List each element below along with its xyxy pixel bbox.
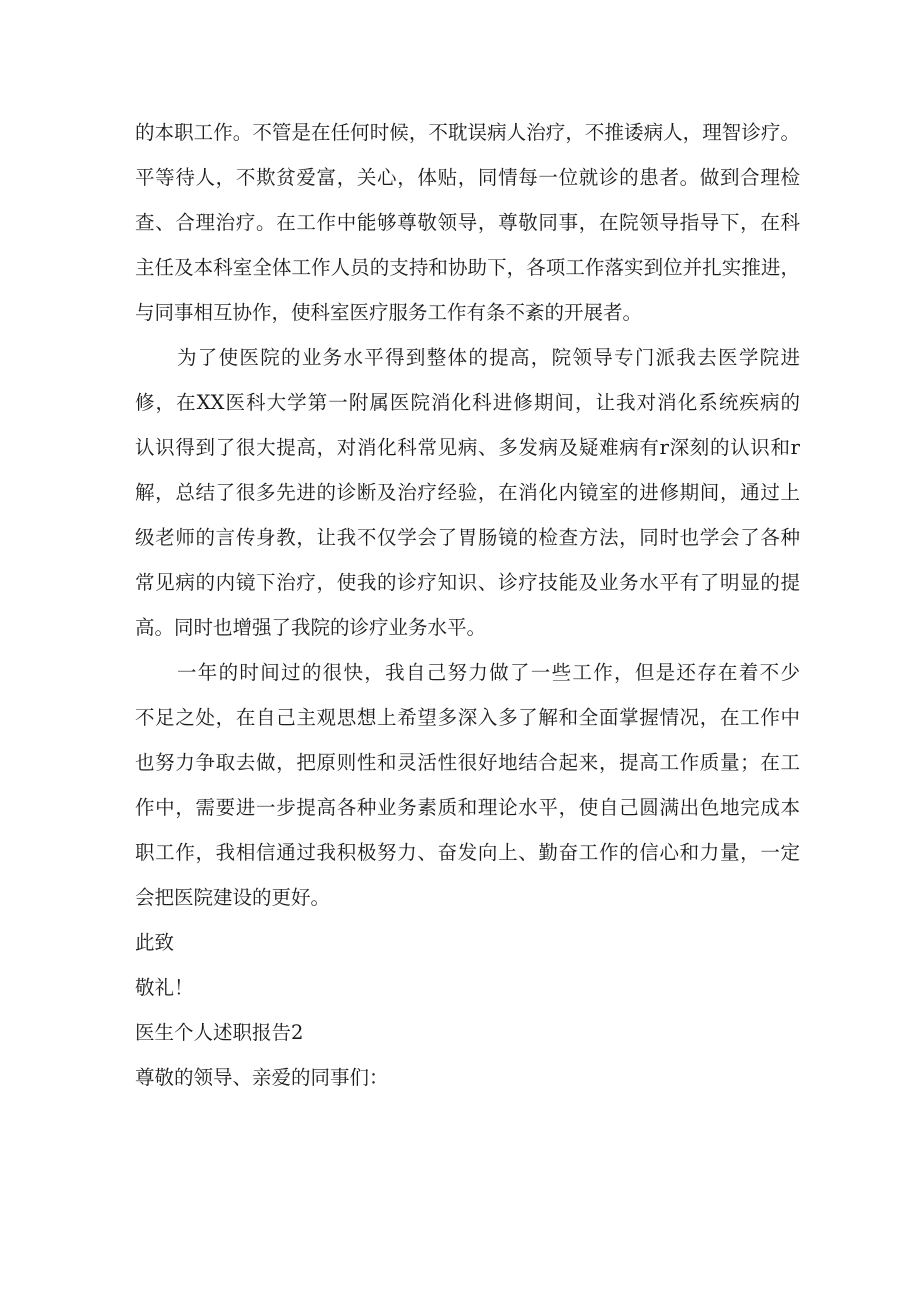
paragraph-3-line-1: 一年的时间过的很快，我自己努力做了一些工作，但是还存在着不少: [177, 661, 800, 684]
paragraph-1-line-4: 主任及本科室全体工作人员的支持和协助下，各项工作落实到位并扎实推进，: [135, 256, 800, 279]
paragraph-3-line-6: 会把医院建设的更好。: [135, 886, 331, 909]
paragraph-2-line-3: 认识得到了很大提高，对消化科常见病、多发病及疑难病有r深刻的认识和r: [135, 436, 800, 459]
paragraph-2-line-1: 为了使医院的业务水平得到整体的提高，院领导专门派我去医学院进: [177, 346, 800, 369]
paragraph-1-line-3: 查、合理治疗。在工作中能够尊敬领导，尊敬同事，在院领导指导下，在科: [135, 211, 800, 234]
paragraph-3-line-4: 作中，需要进一步提高各种业务素质和理论水平，使自己圆满出色地完成本: [135, 796, 800, 819]
closing-line-2: 敬礼！: [135, 976, 194, 999]
paragraph-1-line-2: 平等待人，不欺贫爱富，关心，体贴，同情每一位就诊的患者。做到合理检: [135, 166, 800, 189]
closing-line-1: 此致: [135, 931, 175, 954]
paragraph-1-line-1: 的本职工作。不管是在任何时候，不耽误病人治疗，不推诿病人，理智诊疗。: [135, 121, 800, 144]
section-title: 医生个人述职报告2: [135, 1021, 304, 1044]
paragraph-3-line-3: 也努力争取去做，把原则性和灵活性很好地结合起来，提高工作质量；在工: [135, 751, 800, 774]
paragraph-3-line-2: 不足之处，在自己主观思想上希望多深入多了解和全面掌握情况，在工作中: [135, 706, 800, 729]
paragraph-2-line-7: 高。同时也增强了我院的诊疗业务水平。: [135, 616, 487, 639]
paragraph-2-line-2: 修，在XX医科大学第一附属医院消化科进修期间，让我对消化系统疾病的: [135, 391, 800, 414]
paragraph-2-line-5: 级老师的言传身教，让我不仅学会了胃肠镜的检查方法，同时也学会了各种: [135, 526, 800, 549]
paragraph-2-line-4: 解，总结了很多先进的诊断及治疗经验，在消化内镜室的进修期间，通过上: [135, 481, 800, 504]
paragraph-2-line-6: 常见病的内镜下治疗，使我的诊疗知识、诊疗技能及业务水平有了明显的提: [135, 571, 800, 594]
salutation: 尊敬的领导、亲爱的同事们：: [135, 1066, 389, 1089]
paragraph-3-line-5: 职工作，我相信通过我积极努力、奋发向上、勤奋工作的信心和力量，一定: [135, 841, 800, 864]
paragraph-1-line-5: 与同事相互协作，使科室医疗服务工作有条不紊的开展者。: [135, 301, 643, 324]
document-body: [135, 110, 800, 1100]
